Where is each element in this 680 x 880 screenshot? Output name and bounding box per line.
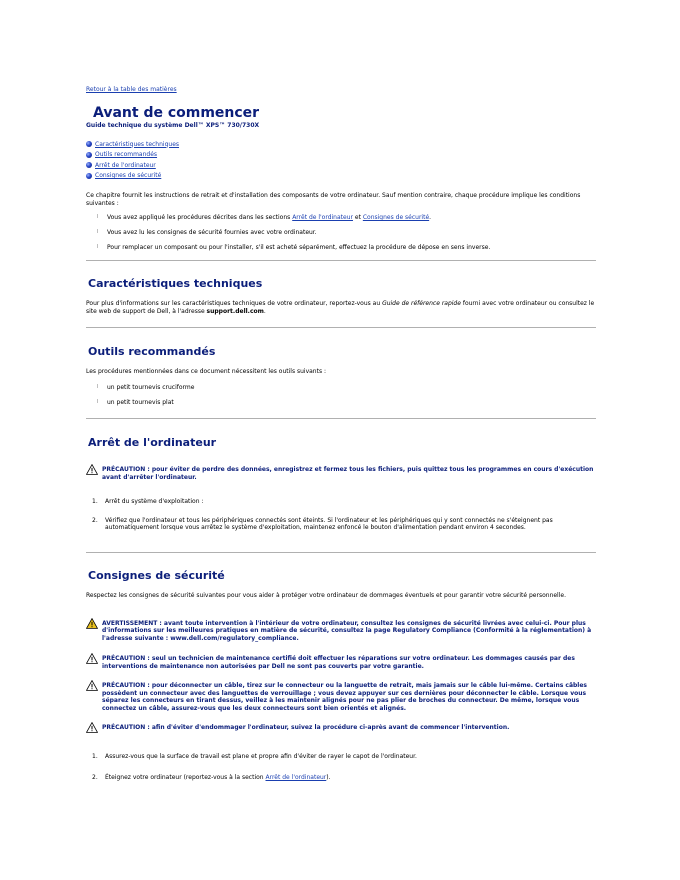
safety-steps (86, 753, 596, 781)
section-safety (86, 552, 596, 781)
step-text: Arrêt du système d'exploitation : (105, 498, 204, 505)
page-subtitle: Guide technique du système Dell™ XPS™ 730/730X (86, 121, 260, 129)
step-text: Vérifiez que l'ordinateur et tous les périphériques connectés sont éteints. Si l'ordinateur et les périphériques qui y sont connectés ne s'éteignent pas automatiquement lorsque vous arrêtez le système d'exploitation, maintenez enfoncé le bouton d'alimentation pendant environ 4 secondes. (105, 516, 553, 531)
caution-label: PRÉCAUTION : (102, 682, 150, 689)
caution-label: PRÉCAUTION : (102, 466, 150, 473)
list-marker-icon: l (97, 383, 99, 390)
toc-link-shutdown[interactable]: Arrêt de l'ordinateur (95, 161, 156, 169)
toc-item (86, 139, 596, 150)
tools-list (86, 384, 596, 407)
caution-icon (86, 680, 98, 691)
condition-text-part: Vous avez appliqué les procédures décrites dans les sections (107, 214, 293, 221)
section-shutdown (86, 418, 596, 532)
document-body (86, 86, 596, 264)
caution-label: PRÉCAUTION : (102, 655, 150, 662)
caution-body: pour éviter de perdre des données, enregistrez et fermez tous les fichiers, puis quittez tous les programmes en cours d'exécution avant d'arrêter l'ordinateur. (102, 466, 594, 481)
warning-body: avant toute intervention à l'intérieur de votre ordinateur, consultez les consignes de sécurité livrées avec celui-ci. Pour plus d'informations sur les meilleures pratiques en matière de sécurité, consultez la page Regulatory Compliance (Conformité à la réglementation) à l'adresse suivante : www.dell.com/regulatory_compliance. (102, 619, 592, 642)
tool-text: un petit tournevis plat (107, 398, 174, 406)
step-number: 2. (92, 516, 98, 524)
step-item (86, 753, 596, 761)
step-item (86, 774, 596, 782)
list-marker-icon: l (97, 244, 99, 250)
caution-body: seul un technicien de maintenance certifié doit effectuer les réparations sur votre ordinateur. Les dommages causés par des interventions de maintenance non autorisées par Dell ne sont pas couverts par votre garantie. (102, 655, 575, 670)
toc-item (86, 150, 596, 161)
link-shutdown[interactable]: Arrêt de l'ordinateur (265, 773, 327, 781)
section-heading-safety: Consignes de sécurité (88, 569, 225, 582)
intro-text: Ce chapitre fournit les instructions de retrait et d'installation des composants de votre ordinateur. Sauf mention contraire, chaque procédure implique les conditions suivantes : (86, 192, 581, 207)
link-safety[interactable]: Consignes de sécurité (362, 214, 430, 221)
toc-link-safety[interactable]: Consignes de sécurité (95, 172, 162, 179)
warning-icon (86, 618, 98, 629)
condition-item (86, 244, 596, 252)
step-text (105, 774, 331, 782)
support-url: support.dell.com (206, 307, 264, 315)
condition-text: Vous avez lu les consignes de sécurité fournies avec votre ordinateur. (107, 229, 317, 236)
bullet-icon (86, 173, 92, 179)
caution-text (102, 724, 509, 732)
caution-note (86, 653, 596, 670)
caution-icon (86, 653, 98, 664)
section-heading-shutdown: Arrêt de l'ordinateur (88, 436, 217, 449)
shutdown-steps (86, 498, 596, 532)
conditions-list (86, 214, 596, 252)
safety-text: Respectez les consignes de sécurité suivantes pour vous aider à protéger votre ordinateur de dommages éventuels et pour garantir votre sécurité personnelle. (86, 592, 566, 599)
caution-text (102, 682, 596, 712)
toc-item (86, 160, 596, 171)
back-to-toc-link[interactable]: Retour à la table des matières (86, 86, 177, 93)
step-number: 1. (92, 753, 98, 760)
specs-text-part: . (263, 307, 266, 315)
caution-body: afin d'éviter d'endommager l'ordinateur, suivez la procédure ci-après avant de commencer l'intervention. (149, 724, 510, 731)
caution-text (102, 466, 596, 481)
caution-note (86, 680, 596, 712)
warning-label: AVERTISSEMENT : (102, 619, 162, 627)
condition-text-part: . (429, 214, 432, 221)
section-heading-specs: Caractéristiques techniques (88, 277, 263, 290)
caution-label: PRÉCAUTION : (102, 724, 150, 731)
divider (86, 552, 596, 553)
condition-item (86, 229, 596, 237)
caution-text (102, 655, 596, 670)
step-text: Assurez-vous que la surface de travail est plane et propre afin d'éviter de rayer le capot de l'ordinateur. (105, 753, 417, 760)
tool-text: un petit tournevis cruciforme (107, 383, 195, 391)
condition-text: Pour remplacer un composant ou pour l'installer, s'il est acheté séparément, effectuez la procédure de dépose en sens inverse. (107, 244, 491, 251)
list-marker-icon: l (97, 214, 99, 220)
bullet-icon (86, 152, 92, 158)
warning-note (86, 618, 596, 643)
link-shutdown[interactable]: Arrêt de l'ordinateur (292, 214, 353, 221)
toc-item (86, 171, 596, 182)
tools-text: Les procédures mentionnées dans ce document nécessitent les outils suivants : (86, 368, 327, 375)
step-number: 2. (92, 773, 98, 781)
tool-item (86, 384, 596, 392)
bullet-icon (86, 162, 92, 168)
divider (86, 327, 596, 328)
condition-text (107, 214, 431, 222)
caution-note (86, 722, 596, 733)
caution-icon (86, 722, 98, 733)
page-title: Avant de commencer (93, 104, 260, 121)
caution-icon (86, 464, 98, 475)
list-marker-icon: l (97, 398, 99, 405)
divider (86, 260, 596, 261)
step-item (86, 517, 596, 532)
step-text-part: ). (326, 773, 331, 781)
step-number: 1. (92, 498, 98, 505)
list-marker-icon: l (97, 229, 99, 235)
caution-note (86, 464, 596, 481)
section-toc (86, 139, 596, 181)
tool-item (86, 399, 596, 407)
divider (86, 418, 596, 419)
section-tools (86, 327, 596, 418)
step-text-part: Éteignez votre ordinateur (reportez-vous à la section (105, 773, 266, 781)
specs-guide-title: Guide de référence rapide (382, 300, 461, 307)
condition-text-part: et (352, 214, 363, 221)
bullet-icon (86, 141, 92, 147)
section-specs (86, 260, 596, 315)
specs-text-part: fourni avec votre ordinateur ou consultez le site web de support de Dell, à l'adresse (86, 300, 595, 315)
caution-body: pour déconnecter un câble, tirez sur le connecteur ou la languette de retrait, mais jamais sur le câble lui-même. Certains câbles possèdent un connecteur avec des languettes de verrouillage ; vous devez appuyer sur ces dernières pour déconnecter le câble. Lorsque vous séparez les connecteurs en tirant dessus, veillez à les maintenir alignés pour ne pas plier de broches du connecteur. De même, lorsque vous connectez un câble, assurez-vous que les deux connecteurs sont bien orientés et alignés. (102, 682, 588, 712)
specs-text-part: Pour plus d'informations sur les caractéristiques techniques de votre ordinateur, reportez-vous au (86, 300, 383, 307)
toc-link-specs[interactable]: Caractéristiques techniques (95, 140, 180, 148)
toc-link-tools[interactable]: Outils recommandés (95, 151, 158, 158)
section-heading-tools: Outils recommandés (88, 345, 216, 358)
step-item (86, 498, 596, 506)
specs-text (86, 300, 596, 315)
warning-text (102, 620, 596, 643)
condition-item (86, 214, 596, 222)
